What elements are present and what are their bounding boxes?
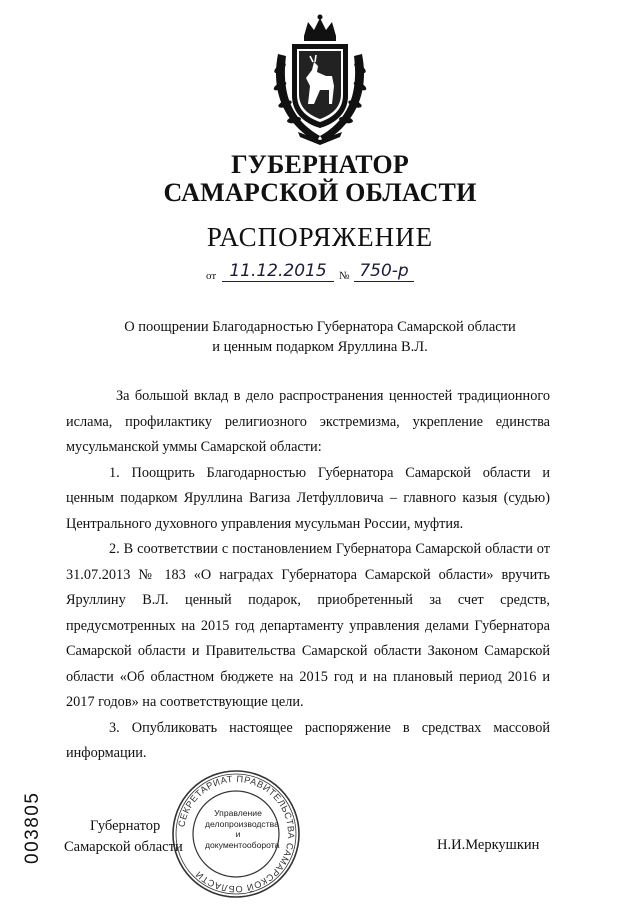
document-body: [66, 384, 550, 767]
date-number-line: [206, 262, 446, 286]
stamp-line1: Управление: [214, 808, 262, 818]
body-item-3: 3. Опубликовать настоящее распоряжение в средствах массовой информации.: [66, 719, 550, 761]
position-line1: Губернатор: [90, 818, 161, 834]
stamp-line3: и документооборота: [205, 829, 280, 850]
handwritten-date: 11.12.2015: [222, 262, 334, 282]
handwritten-number: 750-р: [354, 262, 414, 282]
stamp-inner-text: [205, 808, 280, 850]
subject-line2: и ценным подарком Яруллина В.Л.: [212, 339, 428, 355]
stamp-ring-text: СЕКРЕТАРИАТ ПРАВИТЕЛЬСТВА САМАРСКОЙ ОБЛАСТИ: [176, 773, 297, 895]
position-line2: Самарской области: [64, 839, 183, 855]
coat-of-arms-icon: [268, 14, 372, 146]
signatory-position: [64, 816, 183, 858]
issuer-title-line1: ГУБЕРНАТОР: [231, 150, 409, 179]
document-subject: [0, 317, 640, 357]
document-type: РАСПОРЯЖЕНИЕ: [206, 222, 434, 252]
stamp-line2: делопроизводства: [205, 818, 279, 829]
date-label: от: [206, 270, 217, 282]
issuer-title-line2: САМАРСКОЙ ОБЛАСТИ: [163, 178, 477, 207]
number-label: №: [339, 270, 350, 282]
body-intro: За большой вклад в дело распространения ценностей традиционного ислама, профилактику религиозного экстремизма, укрепление единства мусульманской уммы Самарской области:: [66, 388, 550, 455]
serial-number-container: [22, 788, 46, 864]
serial-number: 003805: [22, 791, 43, 864]
body-item-1: 1. Поощрить Благодарностью Губернатора Самарской области и ценным подарком Яруллина Вагиза Летфулловича – главного казыя (судью) Центрального духовного управления мусульман России, муфтия.: [66, 464, 550, 532]
subject-line1: О поощрении Благодарностью Губернатора Самарской области: [124, 319, 516, 335]
body-item-2: 2. В соответствии с постановлением Губернатора Самарской области от 31.07.2013 № 183 «О наградах Губернатора Самарской области» вручить Яруллину В.Л. ценный подарок, приобретенный за счет средств, предусмотренных на 2015 год департаменту управления делами Губернатора Самарской области и Правительства Самарской области Законом Самарской области «Об областном бюджете на 2015 год и на плановый период 2016 и 2017 годов» на соответствующие цели.: [66, 541, 550, 710]
signatory-name: Н.И.Меркушкин: [437, 837, 540, 853]
